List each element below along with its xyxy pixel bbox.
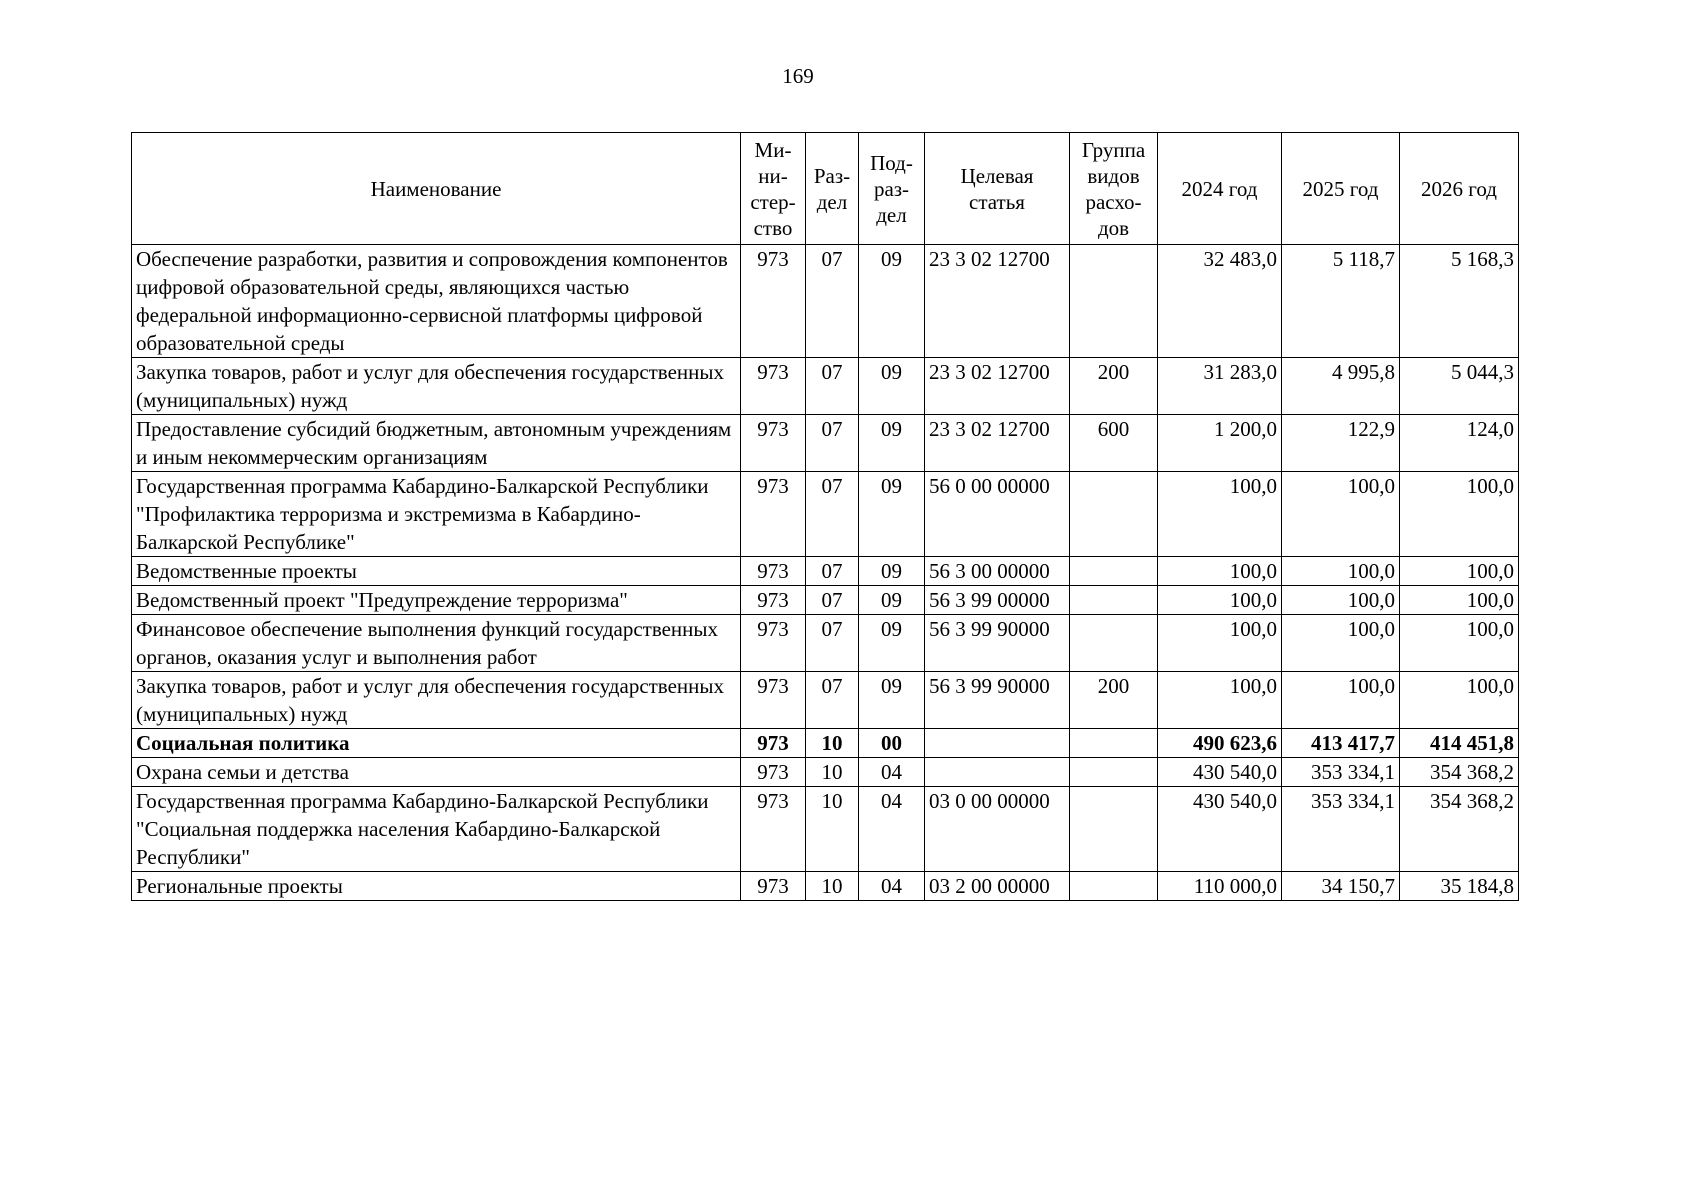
cell-y2025: 100,0 <box>1282 672 1400 729</box>
header-ministry <box>741 133 806 245</box>
cell-y2025: 5 118,7 <box>1282 245 1400 358</box>
cell-name: Ведомственные проекты <box>132 557 741 586</box>
header-ministry-label: Ми- ни- стер- ство <box>750 137 796 240</box>
cell-section: 07 <box>806 557 859 586</box>
cell-y2025: 4 995,8 <box>1282 358 1400 415</box>
cell-y2025: 100,0 <box>1282 557 1400 586</box>
cell-subsection: 09 <box>859 415 925 472</box>
cell-y2025: 413 417,7 <box>1282 729 1400 758</box>
cell-subsection: 09 <box>859 358 925 415</box>
header-target-label: Целевая статья <box>960 163 1034 214</box>
cell-section: 07 <box>806 472 859 557</box>
cell-y2026: 100,0 <box>1400 672 1519 729</box>
cell-section: 07 <box>806 415 859 472</box>
cell-section: 10 <box>806 729 859 758</box>
cell-group: 600 <box>1070 415 1158 472</box>
table-row <box>132 758 1519 787</box>
cell-ministry: 973 <box>741 615 806 672</box>
header-2026-label: 2026 год <box>1421 176 1497 201</box>
header-2024-label: 2024 год <box>1181 176 1258 201</box>
cell-ministry: 973 <box>741 787 806 872</box>
cell-y2024: 100,0 <box>1158 615 1282 672</box>
header-group <box>1070 133 1158 245</box>
header-subsection-label: Под- раз- дел <box>870 150 913 227</box>
cell-ministry: 973 <box>741 672 806 729</box>
cell-y2025: 100,0 <box>1282 615 1400 672</box>
cell-group <box>1070 586 1158 615</box>
header-name <box>132 133 741 245</box>
cell-target: 23 3 02 12700 <box>925 245 1070 358</box>
cell-group <box>1070 758 1158 787</box>
cell-subsection: 09 <box>859 672 925 729</box>
cell-y2024: 490 623,6 <box>1158 729 1282 758</box>
cell-y2024: 430 540,0 <box>1158 787 1282 872</box>
header-group-label: Группа видов расхо- дов <box>1081 137 1146 240</box>
cell-y2025: 34 150,7 <box>1282 872 1400 901</box>
cell-section: 07 <box>806 615 859 672</box>
header-subsection <box>859 133 925 245</box>
cell-y2024: 100,0 <box>1158 672 1282 729</box>
cell-subsection: 00 <box>859 729 925 758</box>
cell-ministry: 973 <box>741 758 806 787</box>
cell-section: 07 <box>806 672 859 729</box>
header-2026 <box>1400 133 1519 245</box>
budget-table <box>131 132 1519 901</box>
table-row <box>132 872 1519 901</box>
cell-group: 200 <box>1070 672 1158 729</box>
page-number: 169 <box>782 64 814 88</box>
cell-ministry: 973 <box>741 557 806 586</box>
table-row <box>132 415 1519 472</box>
cell-y2025: 122,9 <box>1282 415 1400 472</box>
cell-y2024: 100,0 <box>1158 557 1282 586</box>
table-row <box>132 615 1519 672</box>
cell-group <box>1070 615 1158 672</box>
cell-y2025: 100,0 <box>1282 586 1400 615</box>
table-row <box>132 672 1519 729</box>
cell-y2026: 100,0 <box>1400 472 1519 557</box>
cell-y2024: 31 283,0 <box>1158 358 1282 415</box>
cell-ministry: 973 <box>741 586 806 615</box>
cell-target: 56 3 00 00000 <box>925 557 1070 586</box>
table-body <box>132 245 1519 901</box>
cell-name: Обеспечение разработки, развития и сопровождения компонентов цифровой образовательной среды, являющихся частью федеральной информационно-сервисной платформы цифровой образовательной среды <box>132 245 741 358</box>
cell-subsection: 09 <box>859 557 925 586</box>
cell-y2026: 414 451,8 <box>1400 729 1519 758</box>
header-row <box>132 133 1519 245</box>
cell-ministry: 973 <box>741 415 806 472</box>
cell-target: 56 3 99 00000 <box>925 586 1070 615</box>
cell-target <box>925 758 1070 787</box>
cell-y2026: 100,0 <box>1400 586 1519 615</box>
cell-group <box>1070 787 1158 872</box>
cell-target: 03 0 00 00000 <box>925 787 1070 872</box>
table-row <box>132 729 1519 758</box>
cell-y2024: 110 000,0 <box>1158 872 1282 901</box>
cell-target: 56 3 99 90000 <box>925 672 1070 729</box>
cell-target: 23 3 02 12700 <box>925 358 1070 415</box>
table-row <box>132 557 1519 586</box>
header-section-label: Раз- дел <box>813 163 851 214</box>
table-row <box>132 245 1519 358</box>
cell-name: Государственная программа Кабардино-Балкарской Республики "Социальная поддержка населения Кабардино-Балкарской Республики" <box>132 787 741 872</box>
cell-target: 56 0 00 00000 <box>925 472 1070 557</box>
cell-y2024: 1 200,0 <box>1158 415 1282 472</box>
cell-name: Финансовое обеспечение выполнения функций государственных органов, оказания услуг и выполнения работ <box>132 615 741 672</box>
cell-target: 23 3 02 12700 <box>925 415 1070 472</box>
cell-y2024: 32 483,0 <box>1158 245 1282 358</box>
header-2025 <box>1282 133 1400 245</box>
cell-y2024: 430 540,0 <box>1158 758 1282 787</box>
cell-subsection: 09 <box>859 245 925 358</box>
cell-ministry: 973 <box>741 245 806 358</box>
cell-y2025: 100,0 <box>1282 472 1400 557</box>
cell-y2026: 354 368,2 <box>1400 787 1519 872</box>
cell-name: Закупка товаров, работ и услуг для обеспечения государственных (муниципальных) нужд <box>132 672 741 729</box>
cell-subsection: 04 <box>859 758 925 787</box>
cell-target <box>925 729 1070 758</box>
cell-y2026: 5 168,3 <box>1400 245 1519 358</box>
cell-section: 10 <box>806 872 859 901</box>
cell-name: Охрана семьи и детства <box>132 758 741 787</box>
cell-group <box>1070 557 1158 586</box>
cell-section: 10 <box>806 787 859 872</box>
cell-ministry: 973 <box>741 729 806 758</box>
cell-section: 07 <box>806 245 859 358</box>
cell-section: 07 <box>806 358 859 415</box>
cell-ministry: 973 <box>741 872 806 901</box>
cell-group <box>1070 472 1158 557</box>
cell-name: Закупка товаров, работ и услуг для обеспечения государственных (муниципальных) нужд <box>132 358 741 415</box>
table-row <box>132 358 1519 415</box>
cell-target: 56 3 99 90000 <box>925 615 1070 672</box>
cell-name: Предоставление субсидий бюджетным, автономным учреждениям и иным некоммерческим организациям <box>132 415 741 472</box>
cell-ministry: 973 <box>741 358 806 415</box>
table-row <box>132 586 1519 615</box>
cell-group <box>1070 729 1158 758</box>
cell-subsection: 09 <box>859 472 925 557</box>
cell-group <box>1070 245 1158 358</box>
cell-y2024: 100,0 <box>1158 586 1282 615</box>
table-row <box>132 787 1519 872</box>
cell-subsection: 04 <box>859 872 925 901</box>
cell-y2026: 354 368,2 <box>1400 758 1519 787</box>
cell-group <box>1070 872 1158 901</box>
cell-subsection: 09 <box>859 586 925 615</box>
cell-target: 03 2 00 00000 <box>925 872 1070 901</box>
cell-y2024: 100,0 <box>1158 472 1282 557</box>
cell-ministry: 973 <box>741 472 806 557</box>
cell-subsection: 09 <box>859 615 925 672</box>
cell-name: Государственная программа Кабардино-Балкарской Республики "Профилактика терроризма и экстремизма в Кабардино-Балкарской Республике" <box>132 472 741 557</box>
table-row <box>132 472 1519 557</box>
cell-y2026: 100,0 <box>1400 615 1519 672</box>
header-2024 <box>1158 133 1282 245</box>
header-2025-label: 2025 год <box>1302 176 1379 201</box>
cell-y2026: 124,0 <box>1400 415 1519 472</box>
header-target <box>925 133 1070 245</box>
cell-y2026: 35 184,8 <box>1400 872 1519 901</box>
cell-y2025: 353 334,1 <box>1282 787 1400 872</box>
cell-y2026: 100,0 <box>1400 557 1519 586</box>
cell-section: 07 <box>806 586 859 615</box>
header-name-label: Наименование <box>370 176 502 201</box>
header-section <box>806 133 859 245</box>
cell-section: 10 <box>806 758 859 787</box>
cell-group: 200 <box>1070 358 1158 415</box>
cell-name: Региональные проекты <box>132 872 741 901</box>
cell-name: Социальная политика <box>132 729 741 758</box>
cell-name: Ведомственный проект "Предупреждение терроризма" <box>132 586 741 615</box>
cell-y2026: 5 044,3 <box>1400 358 1519 415</box>
cell-y2025: 353 334,1 <box>1282 758 1400 787</box>
cell-subsection: 04 <box>859 787 925 872</box>
